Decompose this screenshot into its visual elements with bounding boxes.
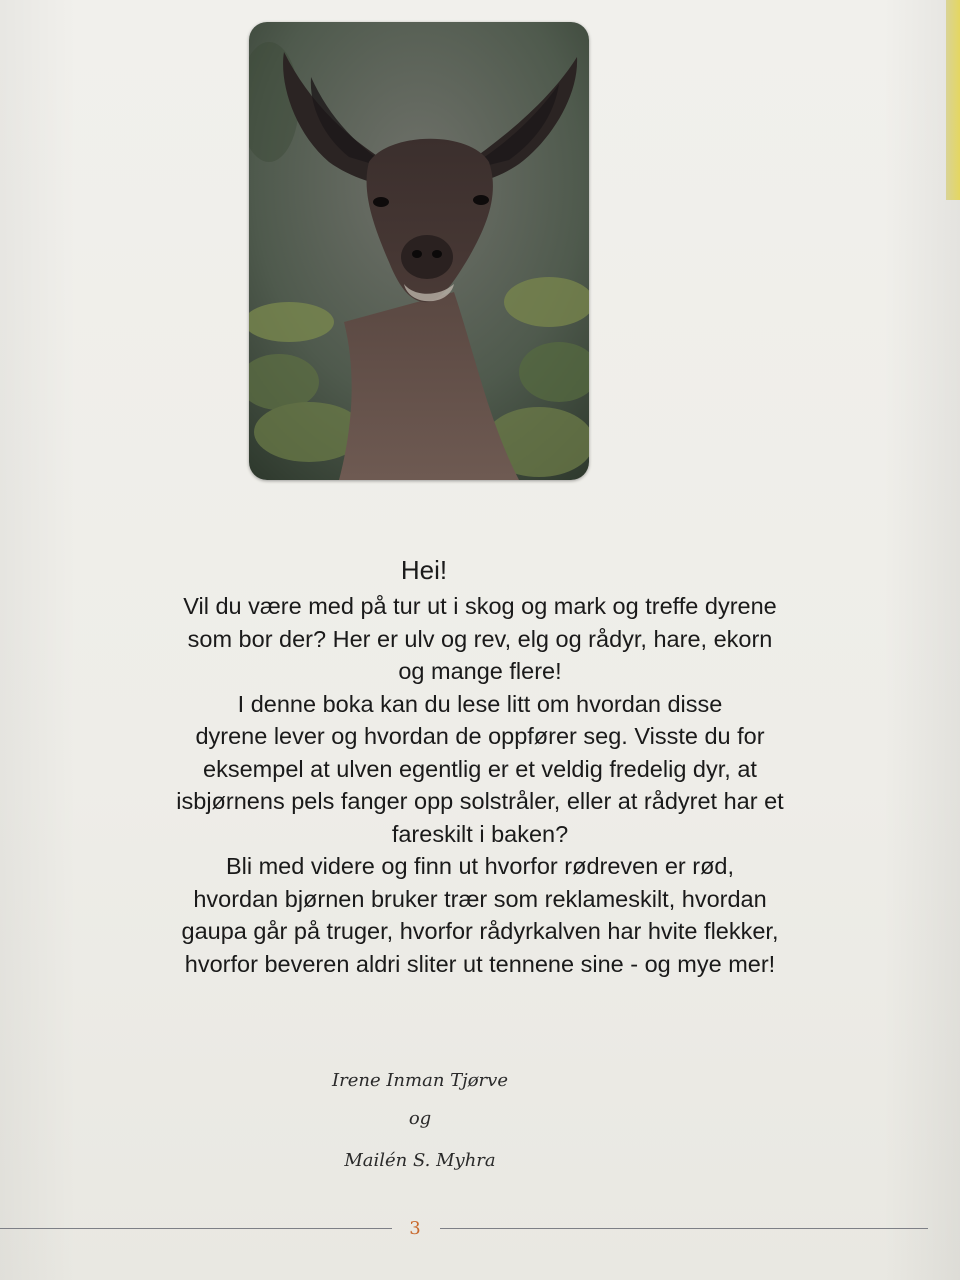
text-line: og mange flere!	[398, 658, 562, 684]
footer-rule-left	[0, 1228, 392, 1229]
author-name-2: Mailén S. Myhra	[344, 1150, 496, 1171]
text-line: hvorfor beveren aldri sliter ut tennene sine - og mye mer!	[184, 950, 776, 977]
text-line: eksempel at ulven egentlig er et veldig fredelig dyr, at	[203, 755, 757, 782]
text-line: hvordan bjørnen bruker trær som reklameskilt, hvordan	[193, 885, 767, 912]
text-line: Vil du være med på tur ut i skog og mark og treffe dyrene	[183, 593, 777, 619]
text-line: isbjørnens pels fanger opp solstråler, eller at rådyret har et	[176, 788, 784, 814]
author-connector: og	[408, 1108, 432, 1129]
page-number: 3	[409, 1218, 421, 1239]
book-cover-edge	[946, 0, 960, 200]
text-line: Bli med videre og finn ut hvorfor rødreven er rød,	[225, 853, 735, 879]
footer-rule-right	[440, 1228, 928, 1229]
intro-text	[40, 590, 920, 980]
text-line: I denne boka kan du lese litt om hvordan disse	[237, 690, 723, 717]
deer-photo	[249, 22, 589, 480]
greeting-heading: Hei!	[400, 555, 448, 585]
text-line: dyrene lever og hvordan de oppfører seg. Visste du for	[195, 723, 765, 749]
author-name-1: Irene Inman Tjørve	[331, 1070, 508, 1091]
text-line: gaupa går på truger, hvorfor rådyrkalven har hvite flekker,	[181, 918, 779, 944]
text-line: fareskilt i baken?	[391, 820, 569, 847]
text-line: som bor der? Her er ulv og rev, elg og rådyr, hare, ekorn	[187, 625, 773, 652]
